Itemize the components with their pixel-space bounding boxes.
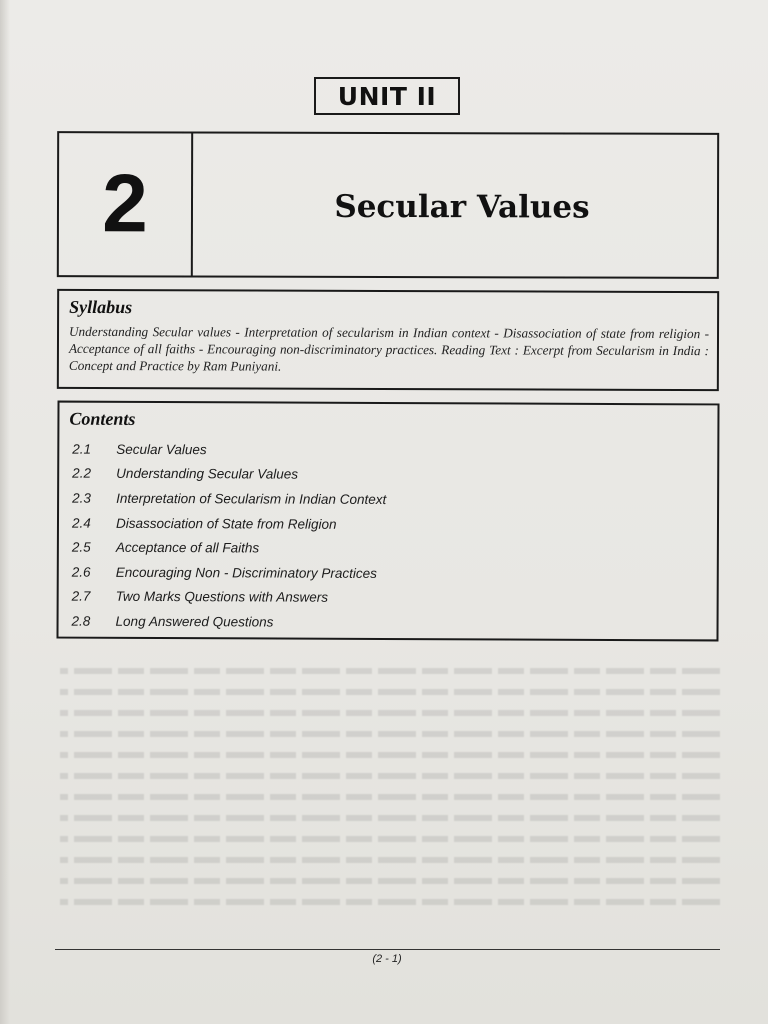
- unit-label: UNIT II: [314, 77, 460, 115]
- contents-item-label: Disassociation of State from Religion: [115, 515, 337, 532]
- contents-item: [69, 510, 707, 537]
- chapter-number: 2: [59, 133, 193, 275]
- contents-item-number: 2.8: [71, 613, 91, 629]
- contents-item-label: Interpretation of Secularism in Indian Context: [116, 490, 387, 507]
- footer-divider: [55, 949, 720, 950]
- contents-item: [69, 609, 707, 636]
- contents-item-label: Long Answered Questions: [115, 613, 274, 630]
- contents-section: [56, 401, 719, 642]
- chapter-title: Secular Values: [334, 188, 590, 226]
- contents-item-label: Understanding Secular Values: [116, 466, 299, 482]
- contents-item: [69, 560, 707, 587]
- contents-item: [69, 461, 707, 488]
- syllabus-heading: Syllabus: [69, 296, 133, 318]
- page-number: (2 - 1): [372, 953, 402, 965]
- contents-item: [69, 584, 707, 611]
- contents-item: [69, 535, 707, 562]
- contents-item-label: Acceptance of all Faiths: [115, 539, 260, 556]
- syllabus-text: Understanding Secular values - Interpretation of secularism in Indian context - Disassociation of state from religion - Acceptance of all faiths - Encouraging non-discriminatory practices. Reading Text : Excerpt from Secularism in India : Concept and Practice by Ram Puniyani.: [68, 323, 710, 374]
- contents-item-number: 2.6: [71, 564, 91, 580]
- contents-item-number: 2.1: [72, 441, 92, 457]
- contents-item-label: Encouraging Non - Discriminatory Practices: [115, 564, 377, 581]
- contents-item-number: 2.4: [71, 515, 91, 531]
- contents-item-label: Two Marks Questions with Answers: [115, 589, 329, 606]
- contents-item-label: Secular Values: [116, 441, 207, 458]
- contents-list: [69, 437, 708, 637]
- show-through-text: [60, 660, 720, 940]
- chapter-header: [57, 131, 719, 279]
- contents-item: [69, 437, 707, 464]
- contents-item-number: 2.2: [72, 466, 92, 482]
- contents-item-number: 2.7: [71, 588, 91, 605]
- contents-item: [69, 486, 707, 513]
- contents-heading: Contents: [69, 408, 136, 429]
- syllabus-section: [57, 289, 719, 391]
- contents-item-number: 2.3: [72, 490, 91, 506]
- contents-item-number: 2.5: [71, 539, 91, 555]
